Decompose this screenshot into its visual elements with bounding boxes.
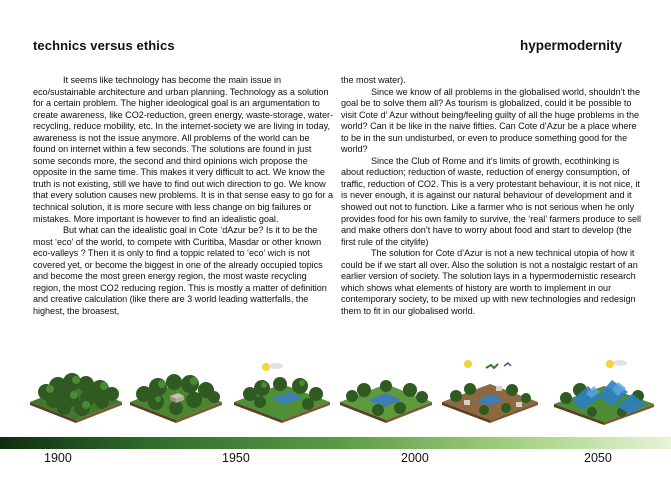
title-hypermodernity: hypermodernity: [519, 38, 622, 53]
year-label-1950: 1950: [222, 451, 250, 465]
timeline-gradient-bar: [0, 437, 671, 449]
landscape-tile-cleared-village: [338, 362, 434, 424]
title-technics-versus-ethics: technics versus ethics: [33, 38, 175, 53]
text-column-left: [33, 75, 333, 317]
landscape-tile-future-canopy: [552, 356, 656, 426]
year-label-2000: 2000: [401, 451, 429, 465]
landscape-tile-trees-pond: [232, 358, 332, 424]
cloud-icon: [269, 363, 283, 369]
landscape-tile-forest: [28, 362, 124, 424]
cloud-icon: [613, 360, 627, 366]
text-column-right: [341, 75, 641, 317]
paragraph: But what can the idealistic goal in Cote ‘dAzur be? Is it to be the most ‘eco’ of the world, to compete with Curitiba, Masdar or other known eco-valleys ? Then it is only to find a toppic related to ‘eco’ wich is not covered yet, or become the biggest in one of the already occupied topics and become the most green energy region, the most waste recycling region, the most CO2 reducing region. This is mostly a matter of definition and creative calculation (like there are 3 world leading watterfalls, the highest, the broasest,: [33, 225, 327, 316]
paragraph-continuation: the most water).: [341, 75, 406, 85]
sun-icon: [464, 360, 472, 368]
sun-icon: [262, 363, 270, 371]
paragraph: The solution for Cote d’Azur is not a new technical utopia of how it could be if we start all over. Also the solution is not a nostalgic restart of an earlier version of society. The solution lays in a hypermodernistic research which shows what elements of history are worth to implement in our contemporary society, to be mixed up with new technologies and redesign them to fit in our globalised world.: [341, 248, 638, 316]
sun-icon: [606, 360, 614, 368]
landscape-tile-soil-houses: [440, 356, 540, 424]
paragraph: Since the Club of Rome and it’s limits of growth, ecothinking is about reduction; reduction of waste, reduction of energy consumption, of traffic, reduction of CO2. This is a very protestant behaviour, it is not nice, it is never enough, it is against our natural behaviour of development and it showed out not to function. Like a farmer who is not serious when he only provides food for his own family to survive, the ‘real’ farmers produce to sell and make others don’t have to worry about food and start to develop (the first rule of the citylife): [341, 155, 642, 247]
paragraph: It seems like technology has become the main issue in eco/sustainable architecture and urban planning. Technology as a solution for a certain problem. The higher ideological goal is an argumentation to create awareness, like CO2-reduction, green energy, waste-storage, water-recycling, reduce mobility, etc. In the internet-society we are living in today, awareness is not the issue anymore. All problems of the world can be found on internet within a few seconds. The solutions are found in just some seconds more, the second and third opinions wich propose the opposite in the same time. This makes it very difficult to act. We know the truth is not existing, still we have to find out wich direction to go. We know that every solution causes new problems. It is in that sense easy to go for a technical solution, it is more secure with less change on big failures or mistakes. More important is however to find an idealistic goal.: [33, 75, 333, 224]
bird-icon: [504, 363, 511, 366]
year-label-1900: 1900: [44, 451, 72, 465]
landscape-tile-forest-houses: [128, 362, 224, 424]
bird-icon: [486, 364, 498, 368]
paragraph: Since we know of all problems in the globalised world, shouldn’t the goal be to solve them all? As tourism is globalized, could it be possible to visit Cote d’ Azur without being/feeling guilty of all the huge problems in the world? Can it be like in the naive fifties. Can Cote d’Azur be a place where to be in the sun undisturbed, or even to produce something good for the world?: [341, 86, 640, 155]
year-label-2050: 2050: [584, 451, 612, 465]
